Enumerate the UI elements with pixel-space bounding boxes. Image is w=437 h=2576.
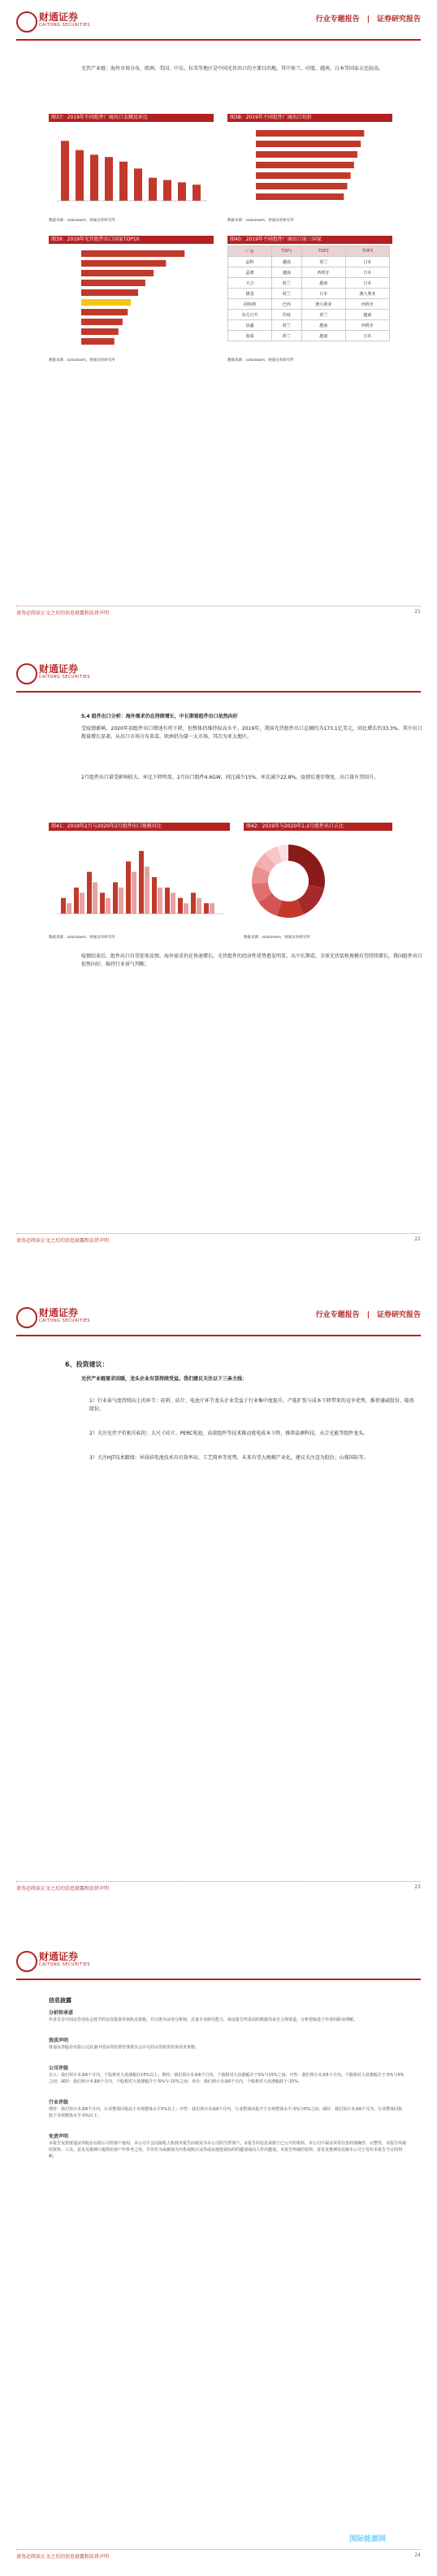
disclosure-text: 买入：我们预计未来6个月内，个股相对大盘涨幅在15%以上；增持：我们预计未来6个月内，个股相对大盘涨幅介于5%与15%之间；中性：我们预计未来6个月内，个股相对大盘涨幅介于-5%与5%之间；减持：我们预计未来6个月内，个股相对大盘涨幅介于-5%与-15%之间；卖出：我们预计未来6个月内，个股相对大盘涨幅低于-15%。 [49, 2073, 405, 2084]
page-footer: 请务必阅读正文之后的信息披露和法律声明 24 [16, 2549, 421, 2564]
chart-bar [158, 888, 162, 914]
brand-logo-icon [16, 11, 37, 33]
paragraph: 疫情结束后，组件出口有望迎来反弹。海外需求仍在快速增长，光伏组件的经济性优势愈发明显。从中长期看，全球光伏装机规模有望持续增长，我国组件出口依然向好，维持行业景气判断。 [81, 954, 423, 967]
table-row [228, 267, 390, 278]
page-header [16, 1948, 421, 1980]
fig38-svg [227, 124, 390, 213]
table-cell: 西班牙 [345, 320, 389, 331]
chart-bar [210, 903, 214, 914]
table-header: TOP2 [301, 246, 345, 257]
disclosure-text: 本报告仅供财通证券股份有限公司的客户使用。本公司不会因接收人收到本报告而视其为本公司的当然客户。本报告的信息来源于已公开的资料，本公司不保证该等信息的准确性、完整性。本报告所载的资料、工具、意见及推测只提供给客户作参考之用，并非作为或被视为出售或购买证券或其他投资标的的邀请或向人作出邀请。本报告所载的资料、意见及推测仅反映本公司于发布本报告当日的判断。 [49, 2141, 407, 2159]
disclosure-heading: 资质声明 [49, 2038, 69, 2044]
table-cell: 晶澳 [228, 267, 272, 278]
fig42-title: 图42：2019年与2020年1-2月组件出口占比 [244, 823, 392, 831]
table-cell: 晶科 [228, 257, 272, 267]
chart-bar [256, 141, 361, 147]
chart-bar [81, 299, 131, 306]
chart-bar [81, 338, 115, 345]
page-header [16, 1304, 421, 1336]
chart-bar [81, 280, 145, 286]
table-cell: 越南 [345, 310, 389, 320]
chart-bar [81, 309, 128, 315]
disclosure-text: 增持：我们预计未来6个月内，行业整体回报高于市场整体水平5%以上；中性：我们预计未来6个月内，行业整体回报介于市场整体水平-5%与5%之间；减持：我们预计未来6个月内，行业整体回报低于市场整体水平-5%以下。 [49, 2107, 403, 2118]
chart-bar [163, 180, 171, 202]
chart-bar [100, 893, 105, 914]
header-labels: 行业专题报告 | 证券研究报告 [315, 15, 421, 24]
brand-name: 财通证券 [39, 11, 79, 23]
table-cell: 隆基 [228, 289, 272, 299]
brand-logo-icon [16, 663, 37, 684]
chart-bar [134, 168, 142, 201]
watermark-logo: 国际能源网 [349, 2535, 387, 2543]
chart-bar [256, 162, 354, 168]
chart-bar [93, 882, 97, 914]
table-cell: 日本 [301, 289, 345, 299]
chart-bar [191, 893, 196, 914]
chart-bar [76, 150, 84, 201]
page-1 [0, 0, 437, 644]
fig41-title: 图41：2019年2月与2020年2月组件出口规模对比 [49, 823, 230, 831]
chart-bar [178, 898, 183, 914]
page-4 [0, 1931, 437, 2576]
chart-bar [149, 178, 157, 201]
page-footer: 请务必阅读正文之后的信息披露和法律声明 21 [16, 606, 421, 620]
table-cell: 澳大利亚 [301, 299, 345, 310]
chart-bar [256, 172, 351, 179]
table-row [228, 299, 390, 310]
page-number: 21 [414, 609, 421, 615]
table-cell: 荷兰 [301, 310, 345, 320]
table-cell: 西班牙 [301, 267, 345, 278]
source-note: 数据来源：solarzoom，财通证券研究所 [227, 219, 294, 223]
recommendation-item: 3）关注HJT技术路线：异质结电池技术具有效率高、工艺简单等优势，未来有望大规模产业化，建议关注迈为股份、山煤国际等。 [89, 1455, 369, 1461]
chart-bar [80, 893, 84, 914]
chart-bar [256, 183, 348, 189]
chart-bar [256, 193, 344, 200]
table-cell: 印度 [272, 310, 302, 320]
chart-bar [152, 877, 157, 914]
table-cell: 荷兰 [272, 278, 302, 289]
chart-bar [105, 157, 113, 201]
fig37-title: 图37：2019年不同组件厂商出口金额及环比 [49, 114, 214, 122]
chart-bar [193, 185, 201, 201]
table-header: 厂商 [228, 246, 272, 257]
chart-bar [178, 182, 186, 201]
disclosure-title: 信息披露 [49, 1997, 71, 2004]
chart-bar [81, 328, 119, 335]
fig40-title: 图40：2019年不同组件厂商出口前三国家 [227, 236, 392, 244]
chart-bar [119, 888, 123, 914]
table-cell: 澳大利亚 [345, 289, 389, 299]
disclosure-heading: 分析师承诺 [49, 2010, 74, 2016]
table-row [228, 320, 390, 331]
brand-name: 财通证券 [39, 1307, 79, 1318]
brand-name-en: CAITONG SECURITIES [39, 1962, 90, 1967]
table-header: TOP3 [345, 246, 389, 257]
fig37-chart [49, 124, 211, 213]
chart-bar [81, 250, 184, 257]
chart-bar [90, 154, 98, 201]
source-note: 数据来源：solarzoom，财通证券研究所 [227, 358, 294, 363]
table-cell: 协鑫 [228, 320, 272, 331]
table-cell: 荷兰 [272, 320, 302, 331]
page-3 [0, 1288, 437, 1931]
table-cell: 海泰 [228, 331, 272, 341]
chart-bar [139, 851, 144, 914]
recommendation-item: 1）行业景气度持续向上的环节：硅料、硅片、电池片环节龙头企业受益于行业集中度提升，产能扩张与成本下降带来的竞争优势，推荐通威股份、隆基股份。 [89, 1398, 414, 1412]
disclosure-heading: 行业评级 [49, 2100, 69, 2105]
fig38-title: 图38：2019年不同组件厂商出口均价 [227, 114, 392, 122]
table-cell: 日本 [345, 278, 389, 289]
fig37-svg [49, 124, 211, 213]
table-cell: 日本 [345, 331, 389, 341]
table-cell: 越南 [301, 331, 345, 341]
chart-bar [67, 903, 71, 914]
chart-bar [106, 898, 110, 914]
table-row [228, 331, 390, 341]
section-heading: 6、投资建议： [65, 1361, 109, 1368]
chart-bar [171, 893, 175, 914]
source-note: 数据来源：solarzoom，财通证券研究所 [49, 219, 115, 223]
paragraph: 2月组件出口量受影响较大，环比下降明显。2月出口组件4.6GW，同比减少15%，环比减少22.8%。疫情后逐步恢复，出口量有望回升。 [81, 775, 379, 780]
intro-text: 光伏产业链：海外市场分布，欧洲、美国、中东、拉美等地区是中国光伏出口的主要目的地，其中荷兰、印度、越南、日本等国家占比较高。 [81, 66, 384, 72]
chart-bar [74, 888, 79, 914]
table-row [228, 289, 390, 299]
chart-bar [126, 862, 131, 914]
disclosure-heading: 公司评级 [49, 2066, 69, 2071]
disclosure-heading: 免责声明 [49, 2134, 69, 2139]
fig41-chart [49, 832, 227, 930]
page-header [16, 8, 421, 41]
fig41-svg [49, 832, 227, 930]
fig38-chart [227, 124, 390, 213]
brand-name: 财通证券 [39, 1951, 79, 1962]
header-labels: 行业专题报告 | 证券研究报告 [315, 1311, 421, 1319]
table-cell: 越南 [272, 267, 302, 278]
section-heading: 5.4 组件出口分析：海外需求仍在持续增长，中长期看组件出口依然向好 [81, 714, 238, 719]
table-cell: 天合 [228, 278, 272, 289]
table-cell: 东方日升 [228, 310, 272, 320]
table-cell: 荷兰 [272, 331, 302, 341]
chart-bar [113, 882, 118, 914]
table-header: TOP1 [272, 246, 302, 257]
table-cell: 日本 [345, 257, 389, 267]
chart-bar [81, 260, 166, 267]
chart-bar [184, 903, 188, 914]
page-2 [0, 644, 437, 1288]
table-cell: 越南 [301, 320, 345, 331]
fig40-table [227, 245, 390, 341]
fig39-chart [49, 245, 211, 351]
table-cell: 阿特斯 [228, 299, 272, 310]
chart-bar [119, 162, 128, 201]
table-cell: 荷兰 [272, 289, 302, 299]
chart-bar [165, 888, 170, 914]
page-number: 23 [414, 1884, 421, 1890]
chart-bar [81, 319, 123, 325]
table-row [228, 257, 390, 267]
chart-bar [61, 898, 66, 914]
chart-bar [132, 872, 136, 914]
table-row [228, 278, 390, 289]
disclosure-text: 作者具有中国证券业协会授予的证券投资咨询执业资格，并注册为证券分析师，具备专业胜任能力，保证报告所采用的数据均来自合规渠道，分析逻辑基于作者的职业理解。 [49, 2018, 358, 2022]
recommendation-item: 2）关注光伏平价相关标的：大尺寸硅片、PERC电池、高效组件等技术推动度电成本下降，推荐晶澳科技、天合光能等组件龙头。 [89, 1431, 369, 1436]
fig39-svg [49, 245, 211, 351]
brand-name-en: CAITONG SECURITIES [39, 1318, 90, 1323]
table-cell: 越南 [272, 257, 302, 267]
table-cell: 越南 [301, 278, 345, 289]
chart-bar [145, 867, 149, 914]
table-cell: 荷兰 [301, 257, 345, 267]
fig42-chart [244, 832, 390, 930]
chart-bar [256, 151, 357, 158]
page-header [16, 660, 421, 693]
chart-bar [197, 898, 201, 914]
table-cell: 日本 [345, 267, 389, 278]
page-number: 24 [414, 2552, 421, 2558]
brand-name-en: CAITONG SECURITIES [39, 23, 90, 28]
page-footer: 请务必阅读正文之后的信息披露和法律声明 23 [16, 1881, 421, 1896]
fig42-svg [244, 832, 390, 930]
paragraph: 光伏产业链需求回暖，龙头企业有望持续受益。我们建议关注以下三条主线： [81, 1376, 248, 1382]
chart-bar [87, 872, 92, 914]
brand-name-en: CAITONG SECURITIES [39, 675, 90, 680]
brand-logo-icon [16, 1307, 37, 1328]
chart-bar [61, 141, 69, 201]
table-row [228, 310, 390, 320]
table-cell: 西班牙 [345, 299, 389, 310]
page-footer: 请务必阅读正文之后的信息披露和法律声明 22 [16, 1233, 421, 1248]
chart-bar [204, 903, 209, 914]
paragraph: 受疫情影响，2020年初组件出口增速有所下降，但整体仍维持较高水平。2019年，我国光伏组件出口总额约为173.1亿美元，同比增长约33.3%。其中出口数量增长显著。从出口市场分布来看，欧洲仍为第一大市场，其次为亚太地区。 [81, 726, 422, 740]
disclosure-text: 财通证券股份有限公司具备中国证券监督管理委员会许可的证券投资咨询业务资格。 [49, 2045, 200, 2050]
source-note: 数据来源：solarzoom，财通证券研究所 [49, 936, 115, 940]
chart-bar [256, 130, 364, 137]
page-number: 22 [414, 1236, 421, 1242]
source-note: 数据来源：solarzoom，财通证券研究所 [49, 358, 115, 363]
pie-slice [288, 845, 325, 888]
brand-logo-icon [16, 1951, 37, 1972]
brand-name: 财通证券 [39, 663, 79, 675]
chart-bar [81, 289, 138, 296]
fig39-title: 图39：2019年光伏组件出口国家TOP10 [49, 236, 214, 244]
chart-bar [81, 270, 154, 276]
table-cell: 巴西 [272, 299, 302, 310]
source-note: 数据来源：solarzoom，财通证券研究所 [244, 936, 310, 940]
